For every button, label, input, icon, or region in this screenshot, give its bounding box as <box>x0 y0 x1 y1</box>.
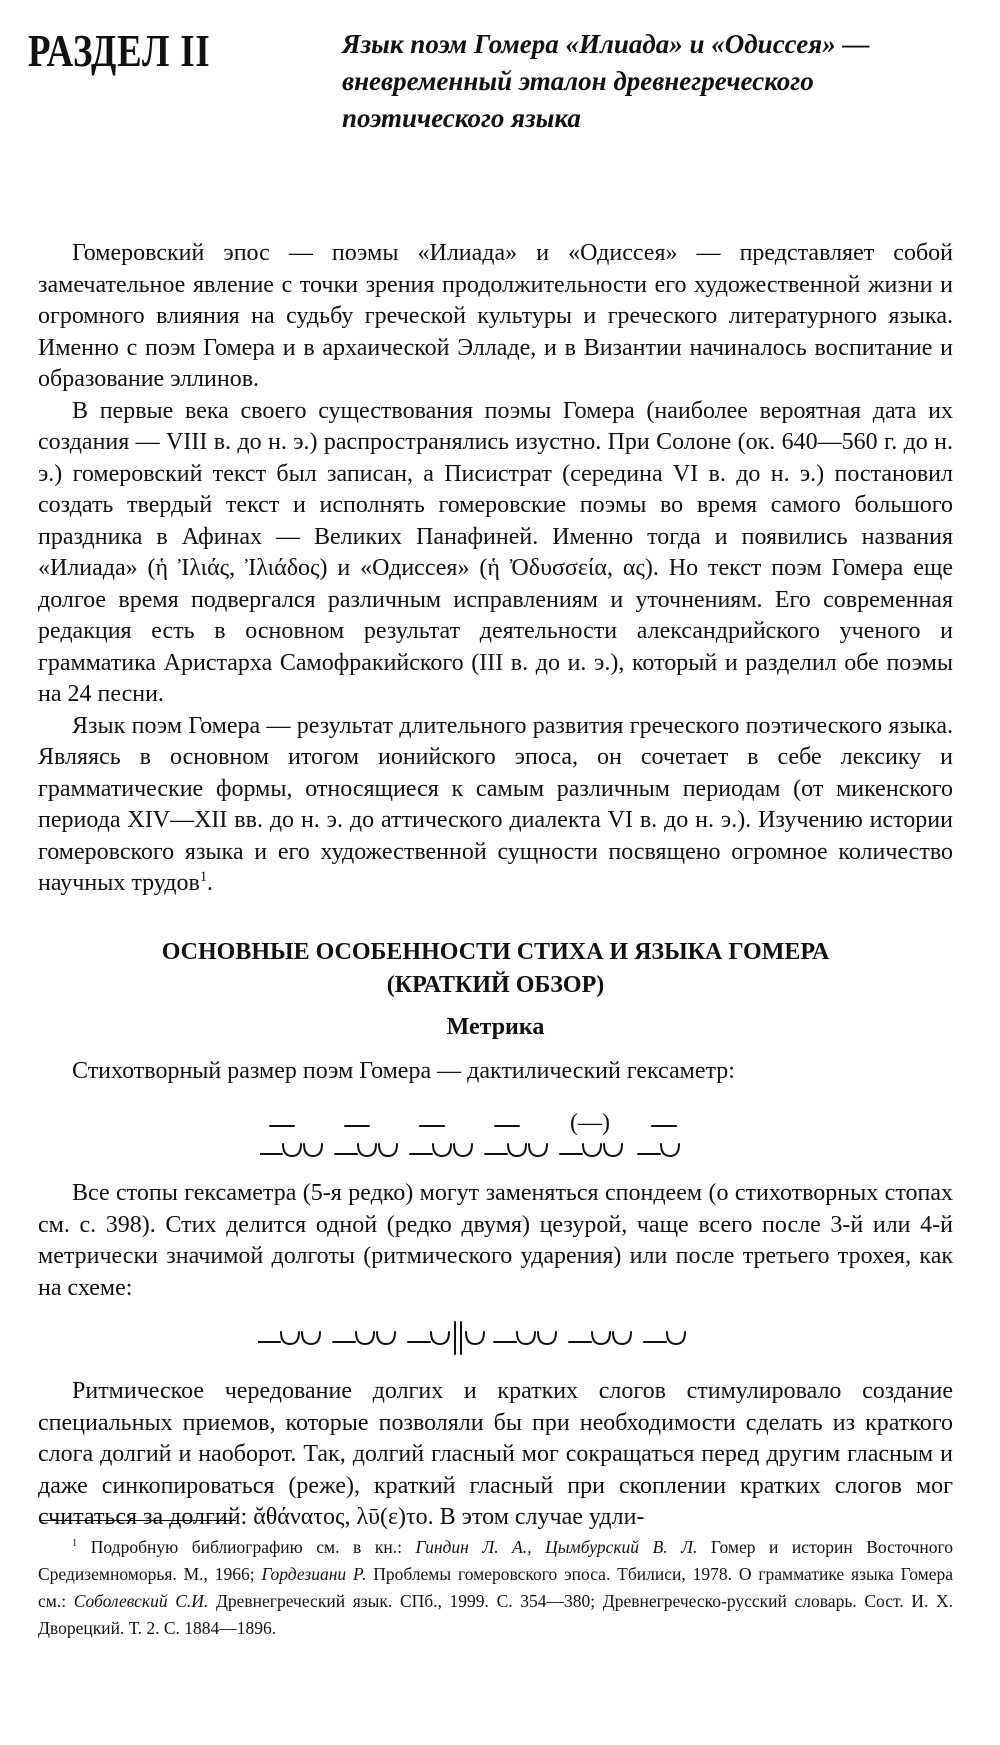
prosody-text <box>38 1376 953 1534</box>
footnote-author: Гордезиани Р. <box>261 1564 367 1584</box>
paragraph-with-footnote: Язык поэм Гомера — результат длительного развития греческого поэтического языка. Являясь в основном итогом ионийского эпоса, он сочетает в себе лексику и грамматические формы, относящиеся к самым различным периодам (от микенского периода XIV—XII вв. до н. э. до аттического диалекта VI в. до н. э.). Изучению истории гомеровского языка и его художественной сущности посвящено огромное количество научных трудов$^1$. <box>38 712 953 896</box>
section-heading-line: ОСНОВНЫЕ ОСОБЕННОСТИ СТИХА И ЯЗЫКА ГОМЕРА <box>161 939 830 965</box>
paragraph-text: Язык поэм Гомера — результат длительного развития греческого поэтического языка. Являясь в основном итогом ионийского эпоса, он сочетает в себе лексику и грамматические формы, относящиеся к самым различным периодам (от микенского периода XIV—XII вв. до н. э. до аттического диалекта VI в. до н. э.). Изучению истории гомеровского языка и его художественной сущности посвящено огромное количество научных трудов <box>38 712 953 896</box>
paragraph: Ритмическое чередование долгих и кратких слогов стимулировало создание специальных приемов, которые позволяли бы при необходимости сделать из краткого слога долгий и наоборот. Так, долгий гласный мог сокращаться перед другим гласным и даже синкопироваться (реже), краткий гласный при скоплении кратких слогов мог считаться за долгий: ᾰθάνατος, λῡ(ε)το. В этом случае удли- <box>38 1378 953 1530</box>
paragraph: Все стопы гексаметра (5-я редко) могут заменяться спондеем (о стихотворных стопах см. с. 398). Стих делится одной (редко двумя) цезурой, чаще всего после 3-й или 4-й метрически значимой долготы (ритмического ударения) или после третьего трохея, как на схеме: <box>38 1180 953 1301</box>
section-heading-line: (КРАТКИЙ ОБЗОР) <box>386 972 605 998</box>
footnote-text: Подробную библиографию см. в кн.: <box>90 1537 416 1557</box>
footnote-divider <box>40 1520 236 1521</box>
paragraph: Гомеровский эпос — поэмы «Илиада» и «Одиссея» — представляет собой замечательное явление с точки зрения продолжительности его художественной жизни и огромного влияния на судьбу греческой культуры и греческого литературного языка. Именно с поэм Гомера и в архаической Элладе, и в Византии начиналось воспитание и образование эллинов. <box>38 240 953 392</box>
metrics-text <box>38 1178 953 1304</box>
section-title: Язык поэм Гомера «Илиада» и «Одиссея» — вневременный эталон древнегреческого поэтического языка <box>342 29 870 133</box>
caesura-scheme <box>258 1318 728 1358</box>
section-label: РАЗДЕЛ II <box>28 25 211 76</box>
footnote-text: Проблемы гомеровского эпоса. Тбилиси, 1978. О грамматике языка Гомера см.: <box>38 1564 953 1611</box>
meter-intro: Стихотворный размер поэм Гомера — дактилический гексаметр: <box>72 1058 735 1084</box>
paragraph: В первые века своего существования поэмы Гомера (наиболее вероятная дата их создания — VIII в. до н. э.) распространялись изустно. При Солоне (ок. 640—560 г. до н. э.) гомеровский текст был записан, а Писистрат (середина VI в. до н. э.) постановил создать твердый текст и исполнять гомеровские поэмы во время самого большого праздника в Афинах — Великих Панафиней. Именно тогда и появились названия «Илиада» (ἡ Ἰλιάς, Ἰλιάδος) и «Одиссея» (ἡ Ὀδυσσεία, ας). Но текст поэм Гомера еще долгое время подвергался различным исправлениям и уточнениям. Его современная редакция есть в основном результат деятельности александрийского ученого и грамматика Аристарха Самофракийского (III в. до и. э.), который и разделил обе поэмы на 24 песни. <box>38 397 953 707</box>
footnote <box>38 1534 953 1642</box>
page-header <box>28 24 972 134</box>
footnote-text: Гомер и историн Восточного Средиземноморья. М., 1966; <box>38 1537 953 1584</box>
section-heading <box>38 936 953 1002</box>
footnote-ref[interactable]: 1 <box>199 869 208 885</box>
footnote-author: Гиндин Л. А., Цымбурский В. Л. <box>415 1537 698 1557</box>
optional-long-mark: (—) <box>570 1112 610 1136</box>
subheading: Метрика <box>446 1014 545 1040</box>
footnote-number: 1 <box>72 1538 78 1550</box>
hexameter-scheme <box>260 1112 700 1170</box>
footnote-author: Соболевский С.И. <box>73 1591 209 1611</box>
intro-text <box>38 238 953 900</box>
footnote-text: Древнегреческий язык. СПб., 1999. С. 354—380; Древнегреческо-русский словарь. Сост. И. Х. Дворецкий. Т. 2. С. 1884—1896. <box>38 1591 953 1638</box>
